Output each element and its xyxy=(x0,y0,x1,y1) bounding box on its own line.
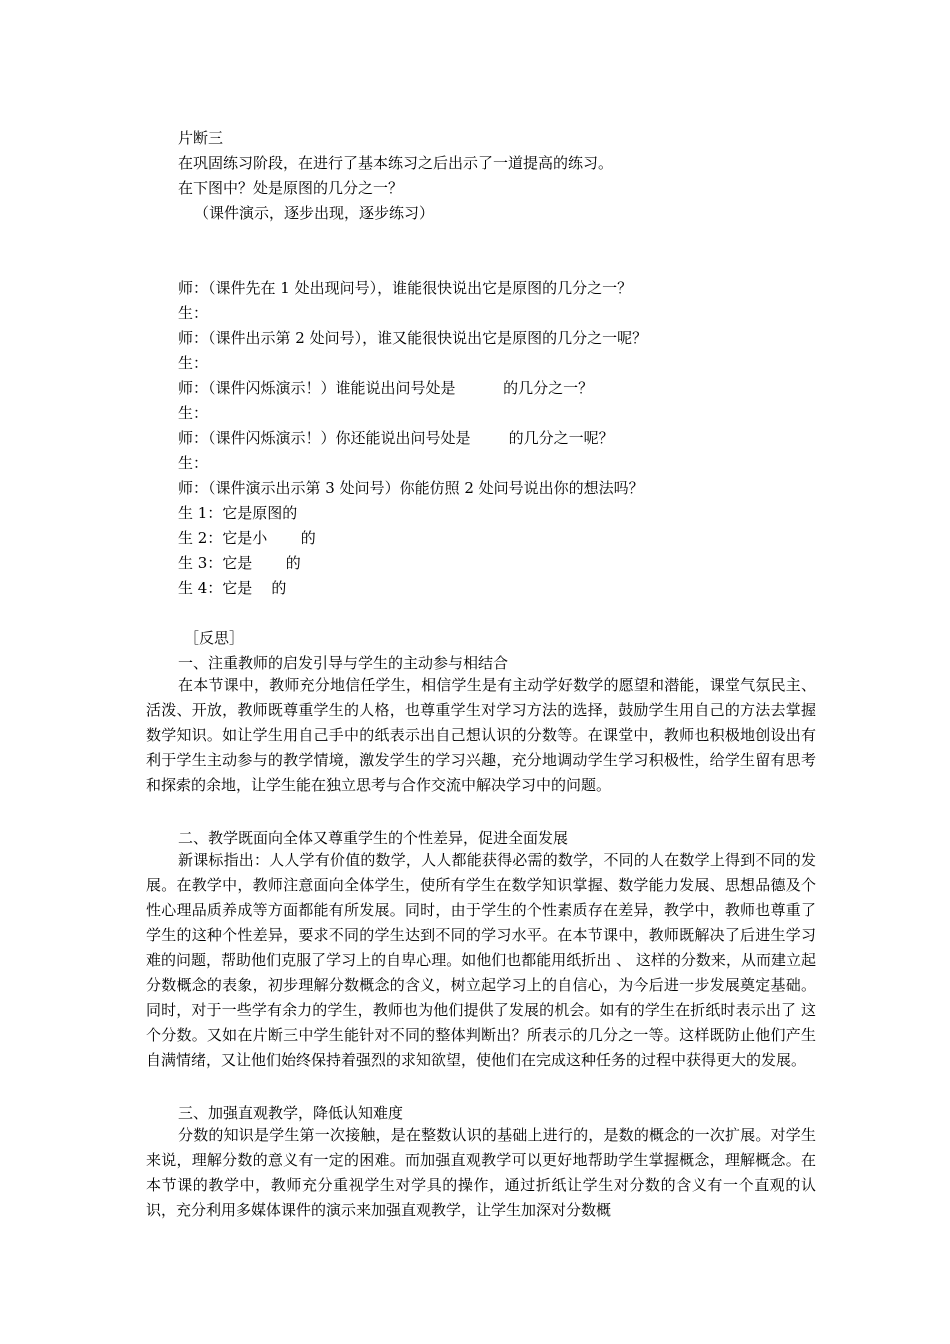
dialogue-line: 生： xyxy=(178,354,209,372)
reflection-paragraph: 在本节课中，教师充分地信任学生，相信学生是有主动学好数学的愿望和潜能，课堂气氛民主、活泼、开放，教师既尊重学生的人格，也尊重学生对学习方法的选择，鼓励学生用自己的方法去掌握数学知识。如让学生用自己手中的纸表示出自己想认识的分数等。在课堂中，教师也积极地创设出有利于学生主动参与的教学情境，激发学生的学习兴趣，充分地调动学生学习积极性，给学生留有思考和探索的余地，让学生能在独立思考与合作交流中解决学习中的问题。 xyxy=(146,676,816,794)
dialogue-line: 师：（课件闪烁演示！）谁能说出问号处是 的几分之一？ xyxy=(178,379,594,397)
dialogue-line: 生 4：它是 的 xyxy=(178,579,287,597)
reflection-point-title: 一、注重教师的启发引导与学生的主动参与相结合 xyxy=(178,654,509,672)
reflection-point-title: 三、加强直观教学，降低认知难度 xyxy=(178,1104,404,1122)
dialogue-line: 生 3：它是 的 xyxy=(178,554,301,572)
fragment-intro: 在巩固练习阶段，在进行了基本练习之后出示了一道提高的练习。 xyxy=(178,154,614,172)
fragment-question: 在下图中？处是原图的几分之一？ xyxy=(178,179,404,197)
reflection-paragraph: 分数的知识是学生第一次接触，是在整数认识的基础上进行的，是数的概念的一次扩展。对学生来说，理解分数的意义有一定的困难。而加强直观教学可以更好地帮助学生掌握概念，理解概念。在本节课的教学中，教师充分重视学生对学具的操作，通过折纸让学生对分数的含义有一个直观的认识，充分利用多媒体课件的演示来加强直观教学，让学生加深对分数概 xyxy=(146,1126,816,1219)
dialogue-line: 生 2：它是小 的 xyxy=(178,529,316,547)
dialogue-line: 生： xyxy=(178,404,209,422)
dialogue-line: 师：（课件出示第 2 处问号），谁又能很快说出它是原图的几分之一呢？ xyxy=(178,329,648,347)
dialogue-line: 师：（课件闪烁演示！）你还能说出问号处是 的几分之一呢？ xyxy=(178,429,614,447)
dialogue-line: 生 1：它是原图的 xyxy=(178,504,298,522)
dialogue-line: 生： xyxy=(178,454,209,472)
fragment-heading: 片断三 xyxy=(178,129,224,147)
reflection-heading: ［反思］ xyxy=(184,629,245,647)
dialogue-line: 师：（课件先在 1 处出现问号），谁能很快说出它是原图的几分之一？ xyxy=(178,279,633,297)
reflection-paragraph: 新课标指出：人人学有价值的数学，人人都能获得必需的数学，不同的人在数学上得到不同的发展。在教学中，教师注意面向全体学生，使所有学生在数学知识掌握、数学能力发展、思想品德及个性心理品质养成等方面都能有所发展。同时，由于学生的个性素质存在差异，教学中，教师也尊重了学生的这种个性差异，要求不同的学生达到不同的学习水平。在本节课中，教师既解决了后进生学习难的问题，帮助他们克服了学习上的自卑心理。如他们也都能用纸折出 、 这样的分数来，从而建立起分数概念的表象，初步理解分数概念的含义，树立起学习上的自信心，为今后进一步发展奠定基础。同时，对于一些学有余力的学生，教师也为他们提供了发展的机会。如有的学生在折纸时表示出了 这个分数。又如在片断三中学生能针对不同的整体判断出？所表示的几分之一等。这样既防止他们产生自满情绪，又让他们始终保持着强烈的求知欲望，使他们在完成这种任务的过程中获得更大的发展。 xyxy=(146,851,816,1069)
reflection-point-title: 二、教学既面向全体又尊重学生的个性差异，促进全面发展 xyxy=(178,829,569,847)
dialogue-line: 生： xyxy=(178,304,209,322)
dialogue-line: 师：（课件演示出示第 3 处问号）你能仿照 2 处问号说出你的想法吗？ xyxy=(178,479,644,497)
fragment-note: （课件演示，逐步出现，逐步练习） xyxy=(194,204,435,222)
